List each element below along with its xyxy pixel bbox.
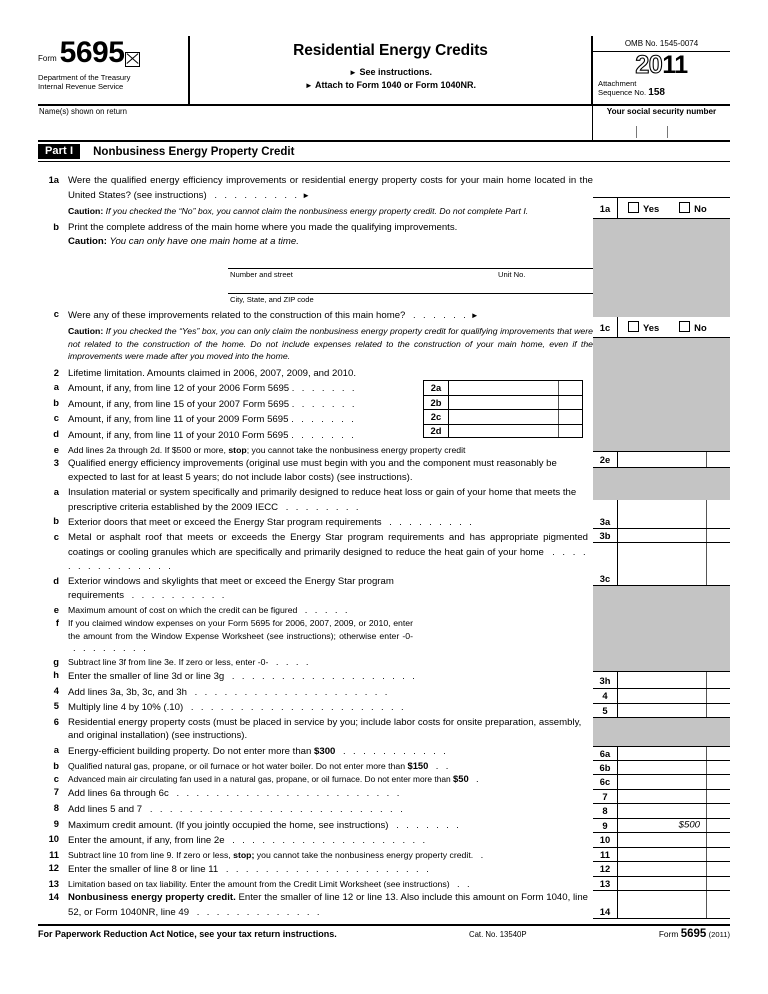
cell-3b[interactable] — [593, 529, 730, 543]
line-3a-label: Insulation material or system specifically and primarily designed to reduce heat loss or gain of your home that meets the prescriptive criteria established by the 2009 IECC — [68, 487, 577, 513]
line-1a-caution — [38, 204, 593, 217]
line-1b-number: b — [53, 220, 59, 232]
cell-10[interactable] — [593, 833, 730, 848]
line-3c-label: Metal or asphalt roof that meets or exceeds the Energy Star program requirements and has appropriate pigmented coatings or cooling granules which are specifically and primarily designed to reduce the heat gain of your home — [68, 531, 588, 558]
line-3h-label: Enter the smaller of line 3d or line 3g — [68, 670, 225, 682]
line-3e-number: e — [53, 603, 59, 615]
leader-dots-14: . . . . . . . . . . . . . — [191, 905, 322, 917]
line-1c-label: Were any of these improvements related to the construction of this main home? — [68, 309, 406, 321]
line-6a-number: a — [53, 743, 59, 755]
line-14-title: Nonbusiness energy property credit. — [68, 892, 236, 904]
arrow-icon-instructions: ► — [349, 68, 357, 77]
line-6b-number: b — [53, 759, 59, 771]
line-11-label-pre: Subtract line 10 from line 9. If zero or less, — [68, 849, 234, 860]
department-line-1: Department of the Treasury — [38, 72, 131, 82]
leader-dots-3a: . . . . . . . . — [280, 500, 361, 512]
cell-2e[interactable] — [593, 451, 730, 468]
leader-dots-3b: . . . . . . . . . — [384, 516, 475, 528]
caution-label-1b: Caution: — [68, 236, 107, 248]
footer-form-label: Form — [658, 929, 679, 940]
cell-2a-number: 2a — [424, 381, 449, 395]
street-label: Number and street — [230, 269, 293, 279]
form-5695 — [38, 36, 730, 940]
address-block — [38, 249, 593, 307]
line-3f — [38, 616, 593, 654]
cell-13-number: 13 — [593, 877, 618, 891]
caution-label-1c: Caution: — [68, 326, 104, 337]
shaded-region-5 — [593, 718, 730, 746]
line-3c-number: c — [53, 530, 59, 542]
tax-year-prefix: 20 — [635, 51, 663, 79]
cell-2d-number: 2d — [424, 425, 449, 438]
part-title: Nonbusiness Energy Property Credit — [93, 145, 295, 158]
arrow-icon-attach: ► — [304, 81, 313, 90]
line-3g-number: g — [53, 655, 59, 667]
line-2e — [38, 443, 593, 456]
line-9-label: Maximum credit amount. (If you jointly occupied the home, see instructions) — [68, 819, 389, 831]
line-4 — [38, 684, 593, 700]
line-2 — [38, 366, 593, 381]
line-2c-number: c — [53, 412, 59, 424]
line-2c-label: Amount, if any, from line 11 of your 2009 Form 5695 — [68, 414, 289, 426]
line-3h-number: h — [53, 668, 59, 680]
cell-9-number: 9 — [593, 819, 618, 833]
cell-7[interactable] — [593, 790, 730, 805]
line-3h — [38, 668, 593, 684]
line-13 — [38, 877, 593, 890]
line-3 — [38, 456, 593, 484]
cell-2c[interactable] — [423, 409, 583, 424]
line-6c-label: Advanced main air circulating fan used in a natural gas, propane, or oil furnace. Do not enter more than — [68, 773, 454, 784]
checkbox-1a-no[interactable] — [679, 202, 690, 213]
leader-dots-6b: . . — [430, 759, 451, 771]
page-title: Residential Energy Credits — [293, 42, 488, 59]
cell-6c[interactable] — [593, 775, 730, 790]
cell-11-number: 11 — [593, 848, 618, 862]
street-input[interactable] — [228, 268, 593, 269]
line-12 — [38, 861, 593, 877]
line-6b-amount: $150 — [407, 759, 429, 771]
line-6c-number: c — [53, 772, 59, 784]
part-1-header — [38, 142, 730, 162]
attach-to-text: Attach to Form 1040 or Form 1040NR. — [315, 80, 477, 90]
cell-2a[interactable] — [423, 380, 583, 395]
leader-dots-1c: . . . . . . — [408, 308, 469, 320]
sequence-label: Sequence No. — [598, 88, 647, 98]
ssn-label: Your social security number — [606, 107, 717, 116]
caution-text-1a: If you checked the “No” box, you cannot claim the nonbusiness energy property credit. Do not complete Part I. — [105, 206, 529, 217]
line-6c — [38, 772, 593, 785]
line-2e-label-pre: Add lines 2a through 2d. If $500 or more, — [68, 444, 229, 455]
line-1a-number: 1a — [48, 174, 59, 185]
line-14-number: 14 — [48, 891, 59, 903]
line-12-label: Enter the smaller of line 8 or line 11 — [68, 864, 219, 876]
line-6-text: Residential energy property costs (must be placed in service by you; include labor costs for onsite preparation, assembly, and original installation) (see instructions). — [68, 716, 582, 742]
paperwork-notice: For Paperwork Reduction Act Notice, see your tax return instructions. — [38, 929, 337, 940]
cell-8-number: 8 — [593, 804, 618, 818]
line-3b-label: Exterior doors that meet or exceed the Energy Star program requirements — [68, 517, 382, 529]
shaded-region-3 — [593, 468, 730, 500]
leader-dots-3e: . . . . . — [299, 603, 350, 615]
attachment-label: Attachment — [598, 79, 637, 88]
line-3a-number: a — [53, 486, 59, 498]
part-tag: Part I — [38, 144, 80, 159]
form-title-block — [190, 36, 593, 104]
sequence-number: 158 — [648, 87, 665, 99]
line-3d-number: d — [53, 574, 59, 586]
line-1c — [38, 307, 593, 323]
cell-9[interactable] — [593, 819, 730, 834]
cell-6a[interactable] — [593, 746, 730, 761]
cell-2c-number: 2c — [424, 410, 449, 424]
leader-dots-2b: . . . . . . . — [291, 397, 357, 409]
crossed-box-icon — [125, 52, 140, 67]
cell-5-number: 5 — [593, 704, 618, 718]
leader-dots-6a: . . . . . . . . . . . — [338, 744, 449, 756]
line-3-text: Qualified energy efficiency improvements (original use must begin with you and the component must reasonably be expected to last for at least 5 years; do not include labor costs) (see instructions). — [68, 457, 557, 483]
form-number: 5695 — [59, 36, 125, 69]
leader-dots-5: . . . . . . . . . . . . . . . . . . . . . . — [185, 701, 407, 713]
cell-9-value: $500 — [678, 819, 700, 831]
line-3g — [38, 655, 593, 668]
omb-number: OMB No. 1545-0074 — [593, 39, 730, 52]
checkbox-1c-no[interactable] — [679, 321, 690, 332]
line-2b-number: b — [53, 396, 59, 408]
leader-dots-12: . . . . . . . . . . . . . . . . . . . . . — [220, 863, 432, 875]
line-6b-label: Qualified natural gas, propane, or oil furnace or hot water boiler. Do not enter more than — [68, 760, 408, 771]
line-1a-text — [68, 173, 593, 202]
line-3e-label: Maximum amount of cost on which the credit can be figured — [68, 604, 298, 615]
line-9-number: 9 — [53, 817, 59, 829]
line-3b — [38, 514, 593, 530]
arrow-icon-1a: ► — [302, 190, 311, 200]
cell-3c[interactable] — [593, 543, 730, 586]
line-6a-label: Energy-efficient building property. Do not enter more than — [68, 745, 315, 757]
leader-dots-3f: . . . . . . . . — [68, 642, 149, 654]
name-label: Name(s) shown on return — [39, 107, 127, 116]
line-1c-number: c — [53, 307, 59, 319]
line-2d-number: d — [53, 427, 59, 439]
line-7-number: 7 — [53, 786, 59, 798]
cell-13[interactable] — [593, 877, 730, 892]
line-7 — [38, 785, 593, 801]
cell-10-number: 10 — [593, 833, 618, 847]
cell-3h-number: 3h — [593, 672, 618, 688]
leader-dots-3c: . . . . . . . . . . . . . . . — [68, 545, 588, 572]
leader-dots-7: . . . . . . . . . . . . . . . . . . . . . . . — [171, 787, 402, 799]
line-10-label: Enter the amount, if any, from line 2e — [68, 835, 225, 847]
line-5-label: Multiply line 4 by 10% (.10) — [68, 702, 184, 714]
footer-form-year: (2011) — [708, 930, 730, 940]
caution-text-1b: You can only have one main home at a time. — [109, 236, 299, 248]
leader-dots-3d: . . . . . . . . . . — [126, 589, 227, 601]
city-label: City, State, and ZIP code — [230, 294, 314, 304]
form-body — [38, 173, 730, 919]
cell-2e-number: 2e — [593, 452, 618, 467]
line-6a-amount: $300 — [314, 745, 336, 757]
line-3f-number: f — [55, 617, 59, 629]
name-ssn-row — [38, 106, 730, 142]
shaded-region-2 — [593, 338, 730, 451]
line-1b-text: Print the complete address of the main home where you made the qualifying improvements. — [68, 221, 458, 233]
line-8 — [38, 801, 593, 817]
line-3f-label: If you claimed window expenses on your Form 5695 for 2006, 2007, 2009, or 2010, enter the amount from the Window Expense Worksheet (see instructions); otherwise enter -0- — [68, 618, 413, 641]
line-2-text: Lifetime limitation. Amounts claimed in 2006, 2007, 2009, and 2010. — [68, 367, 356, 379]
checkbox-1a-yes[interactable] — [628, 202, 639, 213]
ssn-separators — [593, 124, 730, 140]
department-line-2: Internal Revenue Service — [38, 82, 124, 92]
ssn-field[interactable] — [593, 106, 730, 140]
line-14 — [38, 890, 593, 919]
cell-3h[interactable] — [593, 671, 730, 689]
see-instructions-text: See instructions. — [359, 67, 432, 77]
cell-2b[interactable] — [423, 395, 583, 410]
cell-6c-number: 6c — [593, 775, 618, 789]
cell-14-number: 14 — [593, 891, 618, 918]
tax-year-suffix: 11 — [662, 51, 688, 79]
unit-label: Unit No. — [498, 269, 526, 279]
line-3e — [38, 603, 593, 616]
cell-14[interactable] — [593, 891, 730, 919]
leader-dots-6c: . — [471, 772, 482, 784]
line-1a — [38, 173, 593, 202]
cell-6b[interactable] — [593, 761, 730, 776]
line-5-number: 5 — [53, 700, 59, 712]
line-7-label: Add lines 6a through 6c — [68, 788, 169, 800]
cell-4-number: 4 — [593, 689, 618, 703]
caution-label-1a: Caution: — [68, 206, 104, 217]
cell-3a-number: 3a — [593, 500, 618, 528]
name-field[interactable] — [38, 106, 593, 140]
footer-form-number: 5695 — [680, 928, 707, 941]
line-1b — [38, 220, 593, 235]
leader-dots-4: . . . . . . . . . . . . . . . . . . . . — [189, 685, 390, 697]
leader-dots-8: . . . . . . . . . . . . . . . . . . . . . . . . . . — [144, 802, 406, 814]
line-2a-label: Amount, if any, from line 12 of your 2006 Form 5695 — [68, 383, 290, 395]
line-6 — [38, 715, 593, 743]
form-identity-block — [38, 36, 190, 104]
label-1c-no: No — [694, 322, 707, 333]
cell-6b-number: 6b — [593, 761, 618, 775]
cell-8[interactable] — [593, 804, 730, 819]
line-2e-number: e — [53, 443, 59, 455]
cell-2d[interactable] — [423, 424, 583, 439]
cell-1c[interactable] — [593, 317, 730, 338]
line-3d-label: Exterior windows and skylights that meet or exceed the Energy Star program requirements — [68, 575, 394, 602]
label-1a-no: No — [694, 203, 707, 214]
line-5 — [38, 699, 593, 715]
line-14-label: Enter the smaller of line 12 or line 13. Also include this amount on Form 1040, line 52, or Form 1040NR, line 49 — [68, 892, 588, 918]
checkbox-1c-yes[interactable] — [628, 321, 639, 332]
cell-1a-number: 1a — [593, 198, 618, 218]
line-13-label: Limitation based on tax liability. Enter the amount from the Credit Limit Worksheet (see instructions) — [68, 878, 450, 889]
city-input[interactable] — [228, 293, 593, 294]
line-3d — [38, 574, 593, 603]
leader-dots-2a: . . . . . . . — [291, 382, 357, 394]
line-3b-number: b — [53, 515, 59, 527]
line-3g-label: Subtract line 3f from line 3e. If zero or less, enter -0- — [68, 656, 269, 667]
cell-2b-number: 2b — [424, 396, 449, 410]
line-2e-stop: stop — [228, 444, 247, 455]
line-13-number: 13 — [48, 877, 59, 889]
line-6-number: 6 — [53, 715, 59, 727]
shaded-region-4 — [593, 586, 730, 671]
line-2-number: 2 — [53, 366, 59, 378]
leader-dots-13: . . — [452, 877, 473, 889]
form-label: Form — [38, 53, 57, 63]
line-9 — [38, 817, 593, 833]
line-2e-label-post: ; you cannot take the nonbusiness energy property credit — [246, 444, 466, 455]
line-12-number: 12 — [48, 862, 59, 874]
cell-7-number: 7 — [593, 790, 618, 804]
line-2d-label: Amount, if any, from line 11 of your 2010 Form 5695 — [68, 429, 289, 441]
line-11-stop: stop; — [233, 849, 255, 860]
tax-year — [593, 52, 730, 78]
arrow-icon-1c: ► — [470, 310, 479, 320]
line-3a — [38, 485, 593, 514]
line-1b-caution — [38, 234, 593, 249]
line-11-number: 11 — [49, 848, 59, 860]
leader-dots: . . . . . . . . . — [209, 188, 300, 200]
leader-dots-10: . . . . . . . . . . . . . . . . . . . . — [227, 834, 428, 846]
cell-3c-number: 3c — [593, 543, 618, 585]
line-4-label: Add lines 3a, 3b, 3c, and 3h — [68, 686, 187, 698]
leader-dots-9: . . . . . . . — [391, 818, 462, 830]
cell-6a-number: 6a — [593, 747, 618, 760]
line-1c-caution — [38, 324, 593, 362]
line-6b — [38, 759, 593, 772]
leader-dots-2d: . . . . . . . — [291, 428, 357, 440]
leader-dots-11: . — [475, 848, 486, 860]
line-2b-label: Amount, if any, from line 15 of your 2007 Form 5695 — [68, 398, 290, 410]
line-3-number: 3 — [53, 456, 59, 468]
cell-12-number: 12 — [593, 862, 618, 876]
amount-column — [593, 173, 730, 933]
caution-text-1c: If you checked the “Yes” box, you can only claim the nonbusiness energy property credit for qualifying improvements that were not related to the construction of the home. Do not include expenses related to the construction of your main home, even if the improvements were made after you moved into the home. — [68, 326, 593, 362]
cell-11[interactable] — [593, 848, 730, 863]
leader-dots-3h: . . . . . . . . . . . . . . . . . . . — [226, 669, 418, 681]
catalog-number: Cat. No. 13540P — [468, 930, 527, 940]
cell-1a[interactable] — [593, 197, 730, 219]
line-3c — [38, 530, 593, 574]
label-1a-yes: Yes — [643, 203, 660, 214]
cell-12[interactable] — [593, 862, 730, 877]
form-header — [38, 36, 730, 106]
line-10 — [38, 832, 593, 848]
line-2a-number: a — [53, 381, 59, 393]
line-8-number: 8 — [53, 801, 59, 813]
line-11 — [38, 848, 593, 861]
line-6a — [38, 743, 593, 759]
line-6c-amount: $50 — [453, 772, 469, 784]
leader-dots-3g: . . . . — [270, 655, 311, 667]
cell-1c-number: 1c — [593, 317, 618, 337]
line-4-number: 4 — [53, 684, 59, 696]
line-1a-label: Were the qualified energy efficiency improvements or residential energy property costs for your main home located in the United States? (see instructions) — [68, 175, 593, 201]
line-10-number: 10 — [48, 833, 59, 845]
cell-3b-number: 3b — [593, 529, 618, 542]
line-8-label: Add lines 5 and 7 — [68, 803, 143, 815]
label-1c-yes: Yes — [643, 322, 660, 333]
omb-block — [593, 36, 730, 104]
line-11-label-post: you cannot take the nonbusiness energy property credit. — [254, 849, 474, 860]
cell-4[interactable] — [593, 689, 730, 704]
leader-dots-2c: . . . . . . . — [291, 413, 357, 425]
shaded-region-1 — [593, 219, 730, 317]
cell-3a[interactable] — [593, 500, 730, 529]
cell-5[interactable] — [593, 704, 730, 719]
